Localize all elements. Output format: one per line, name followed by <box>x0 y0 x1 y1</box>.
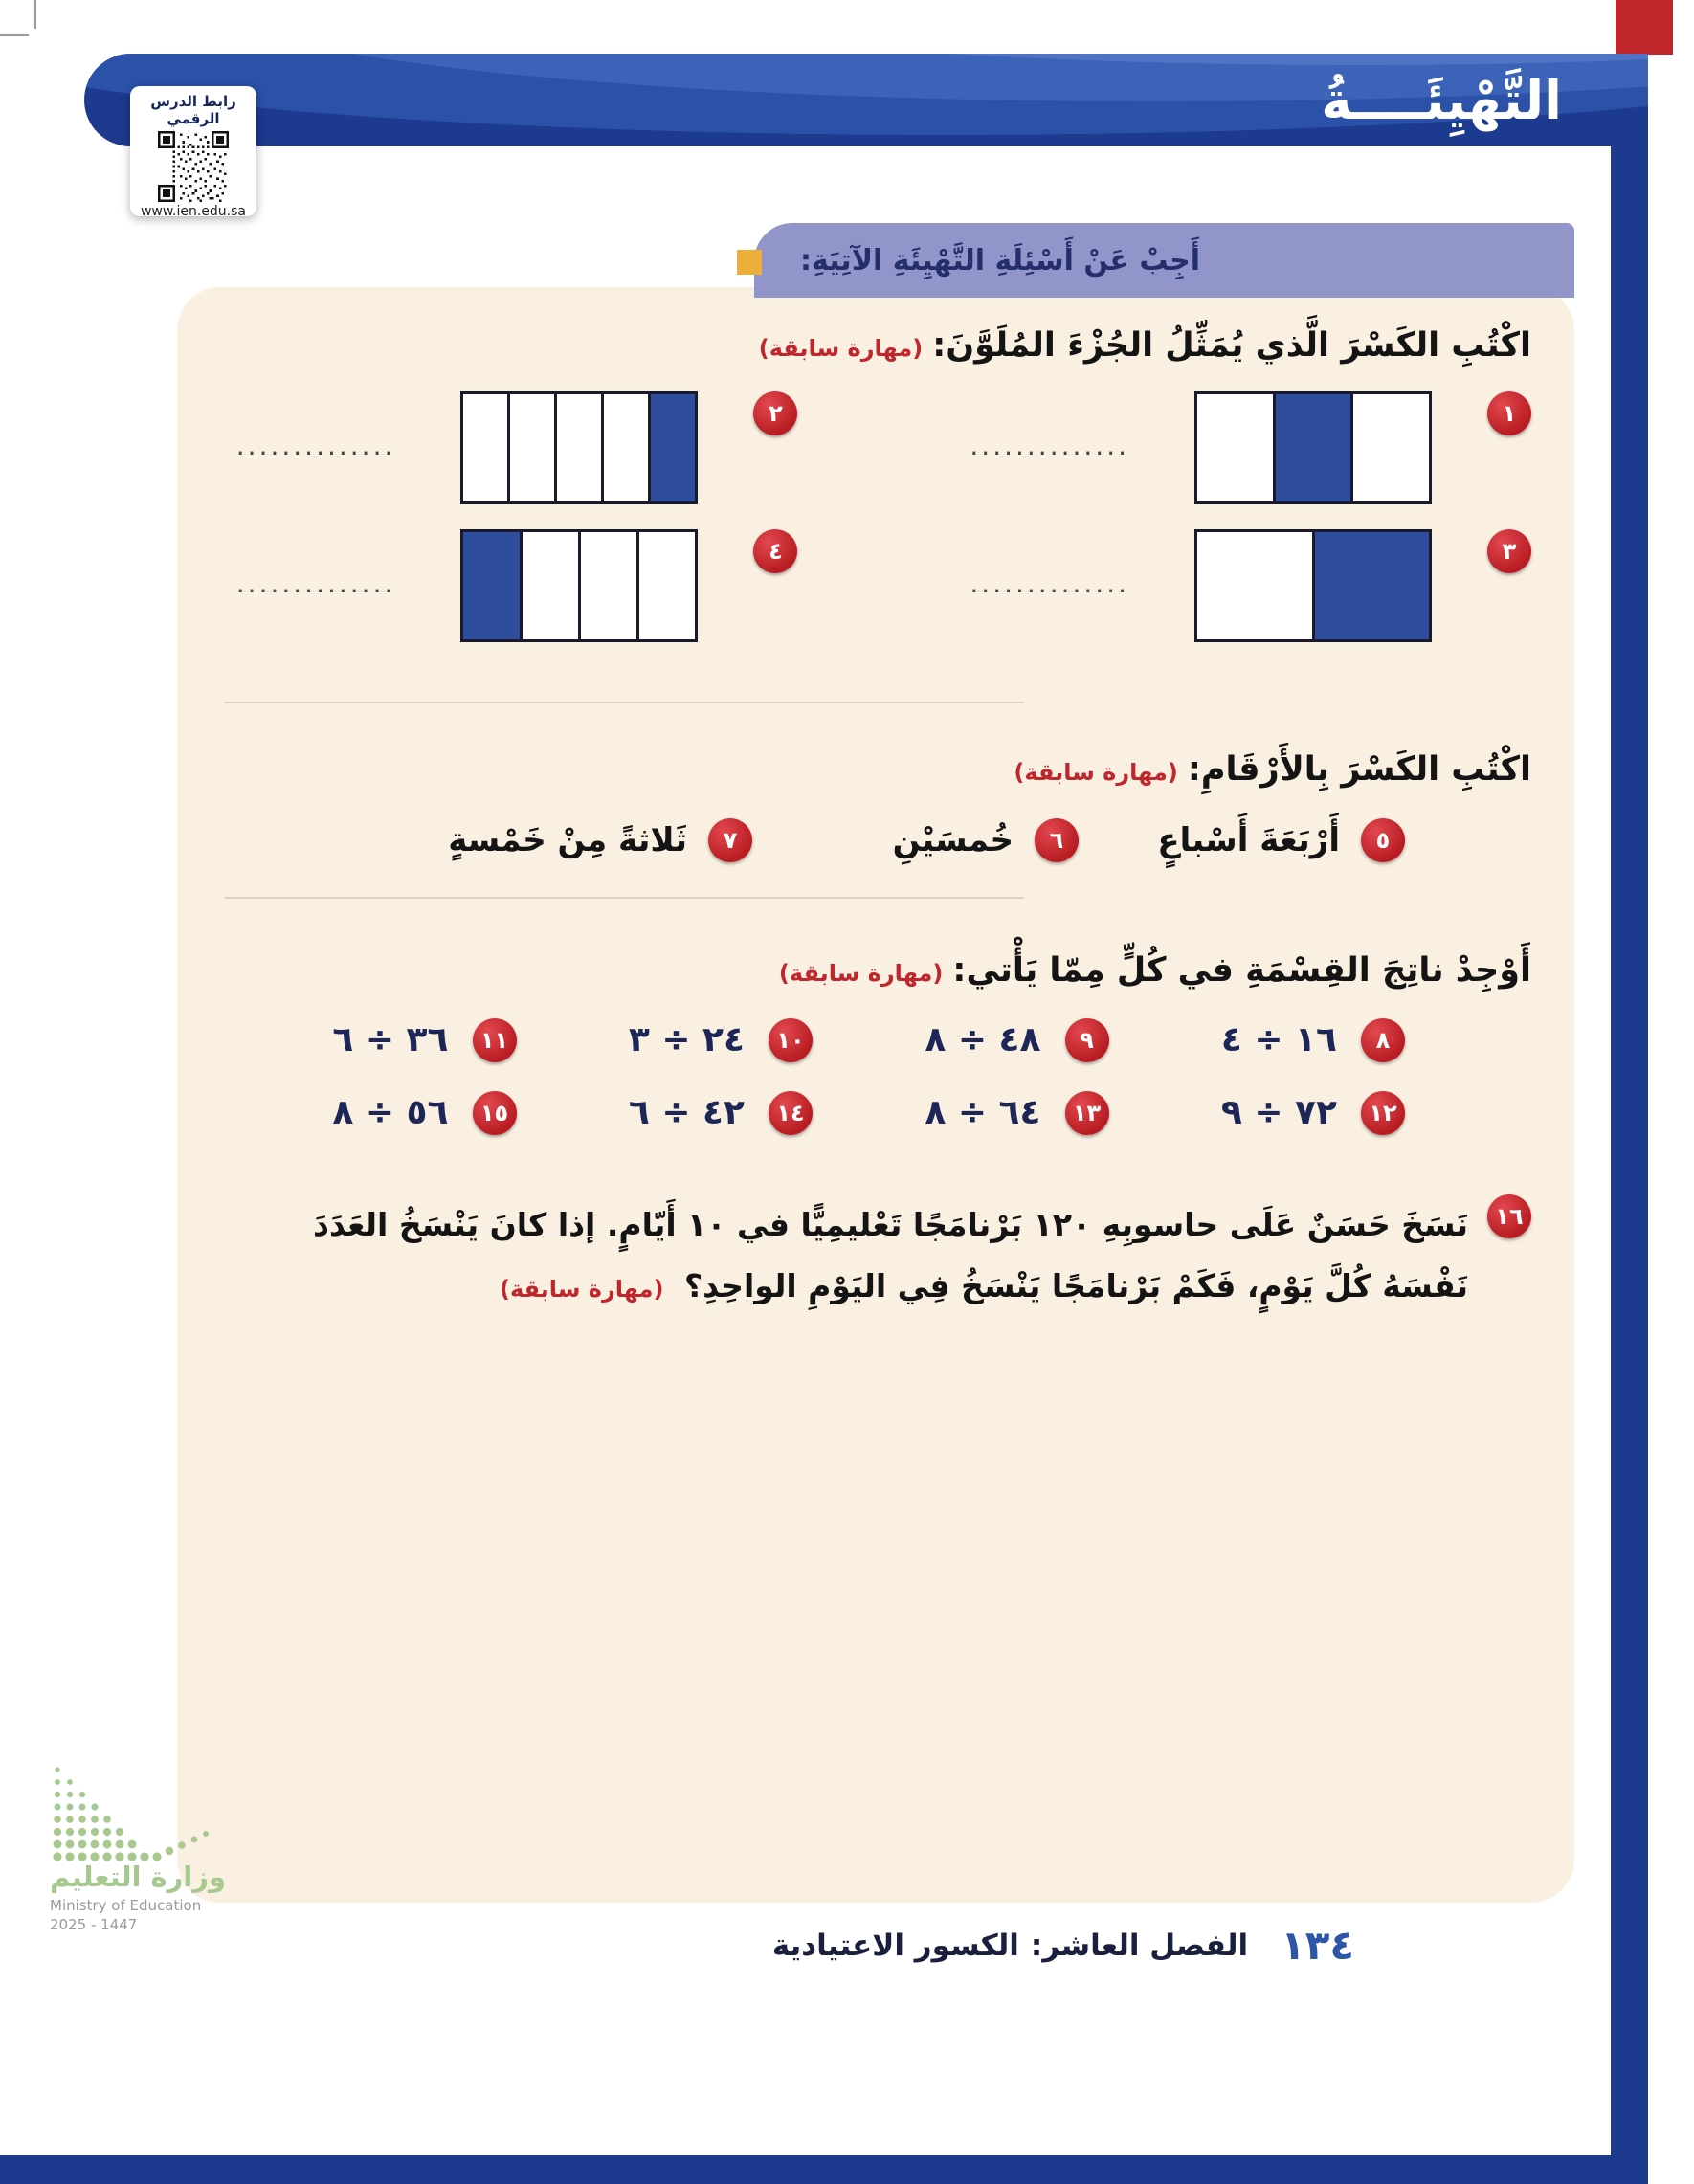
word-problem-body: نَسَخَ حَسَنٌ عَلَى حاسوبِهِ ١٢٠ بَرْنامَجًا تَعْليمِيًّا في ١٠ أَيّامٍ. إذا كانَ يَنْسَخُ العَدَدَ نَفْسَهُ كُلَّ يَوْمٍ، فَكَمْ بَرْنامَجًا يَنْسَخُ فِي اليَوْمِ الواحِدِ؟ <box>313 1205 1468 1304</box>
fraction-cell <box>639 532 695 639</box>
skill-note: (مهارة سابقة) <box>500 1275 664 1303</box>
answer-dots: .............. <box>235 430 396 462</box>
item-text: ثَلاثةً مِنْ خَمْسةٍ <box>448 820 687 859</box>
fraction-cell-shaded <box>463 532 522 639</box>
ministry-year: 2025 - 1447 <box>50 1916 138 1933</box>
banner-accent-square <box>737 250 762 275</box>
chapter-title: الكسور الاعتيادية <box>771 1928 1019 1963</box>
section-header-text: أَوْجِدْ ناتِجَ القِسْمَةِ في كُلٍّ مِمّا يَأْتي: <box>952 950 1531 990</box>
division-row <box>220 1018 1531 1062</box>
section-header-write-fractions <box>220 747 1531 792</box>
division-expression: ١٦ ÷ ٤ <box>1220 1020 1337 1060</box>
item-text: أَرْبَعَةَ أَسْباعٍ <box>1157 820 1340 859</box>
item-badge: ١٥ <box>473 1091 517 1135</box>
item-badge: ٢ <box>753 391 797 435</box>
instruction-banner <box>754 223 1574 298</box>
qr-code-icon <box>158 131 229 202</box>
crop-mark-vertical <box>34 0 36 29</box>
division-expression: ٤٨ ÷ ٨ <box>925 1020 1041 1060</box>
side-strip <box>1611 146 1648 2184</box>
section-header-text: اكْتُبِ الكَسْرَ بِالأَرْقَامِ: <box>1187 750 1531 790</box>
fraction-bar <box>460 391 698 504</box>
content-panel <box>177 287 1574 1903</box>
item-badge: ٣ <box>1487 529 1531 573</box>
item-badge: ١٢ <box>1361 1091 1405 1135</box>
chapter-line <box>772 1928 1248 1963</box>
skill-note: (مهارة سابقة) <box>758 335 924 362</box>
fraction-cell <box>604 394 651 501</box>
fraction-cell <box>1197 394 1276 501</box>
fraction-cell <box>557 394 604 501</box>
fraction-item-1 <box>970 391 1531 504</box>
item-badge: ٦ <box>1035 818 1079 862</box>
fraction-cell-shaded <box>651 394 695 501</box>
ministry-name-en: Ministry of Education <box>50 1897 202 1914</box>
answer-dots: .............. <box>235 568 396 600</box>
fraction-bar <box>460 529 698 642</box>
division-item-10 <box>517 1018 814 1062</box>
word-fraction-item-6 <box>752 818 1079 862</box>
item-badge: ١ <box>1487 391 1531 435</box>
skill-note: (مهارة سابقة) <box>778 959 944 987</box>
fraction-bar <box>1194 529 1432 642</box>
corner-red-square <box>1616 0 1673 55</box>
skill-note: (مهارة سابقة) <box>1014 759 1178 787</box>
banner-text: أَجِبْ عَنْ أَسْئِلَةِ التَّهْيِئَةِ الآتِيَةِ: <box>800 243 1201 278</box>
fraction-cell <box>510 394 557 501</box>
answer-dots: .............. <box>970 568 1129 600</box>
division-item-9 <box>813 1018 1109 1062</box>
fraction-cell <box>523 532 581 639</box>
fraction-cell-shaded <box>1315 532 1430 639</box>
item-badge: ١٣ <box>1065 1091 1109 1135</box>
division-item-13 <box>813 1091 1109 1135</box>
item-badge: ١٦ <box>1487 1194 1531 1238</box>
word-fraction-item-5 <box>1079 818 1405 862</box>
section-header-division <box>220 948 1531 993</box>
division-expression: ٥٦ ÷ ٨ <box>332 1093 449 1133</box>
fraction-item-2 <box>236 391 798 504</box>
fraction-item-3 <box>970 529 1531 642</box>
division-expression: ٤٢ ÷ ٦ <box>628 1093 745 1133</box>
fraction-cell <box>1197 532 1315 639</box>
section-divider <box>225 897 1024 899</box>
chapter-label: الفصل العاشر: <box>1030 1928 1249 1963</box>
item-badge: ٥ <box>1361 818 1405 862</box>
item-badge: ٧ <box>708 818 752 862</box>
item-badge: ١٤ <box>769 1091 813 1135</box>
fraction-cell <box>581 532 639 639</box>
item-badge: ٨ <box>1361 1018 1405 1062</box>
page-title: التَّهْيِئَــــةُ <box>1321 69 1562 131</box>
division-item-12 <box>1109 1091 1406 1135</box>
word-problem-text <box>220 1194 1468 1320</box>
page-number: ١٣٤ <box>1281 1922 1354 1969</box>
section-header-shaded-fractions <box>220 323 1531 368</box>
word-problem-item-16 <box>220 1194 1531 1320</box>
fraction-cell-shaded <box>1276 394 1354 501</box>
answer-dots: .............. <box>970 430 1129 462</box>
ministry-dots-icon <box>50 1763 227 1862</box>
division-expression: ٧٢ ÷ ٩ <box>1220 1093 1337 1133</box>
fraction-bar <box>1194 391 1432 504</box>
division-expression: ٦٤ ÷ ٨ <box>925 1093 1041 1133</box>
division-item-8 <box>1109 1018 1406 1062</box>
division-item-14 <box>517 1091 814 1135</box>
ministry-logo <box>50 1763 270 1933</box>
qr-url: www.ien.edu.sa <box>140 204 247 219</box>
fraction-cell <box>1353 394 1429 501</box>
division-item-15 <box>220 1091 517 1135</box>
item-badge: ٤ <box>753 529 797 573</box>
section-header-text: اكْتُبِ الكَسْرَ الَّذي يُمَثِّلُ الجُزْءَ المُلَوَّنَ: <box>932 326 1531 365</box>
ministry-wordmark: وزارة التعليم <box>50 1861 227 1893</box>
crop-mark-horizontal <box>0 34 29 36</box>
item-badge: ١١ <box>473 1018 517 1062</box>
header-band <box>84 54 1648 146</box>
fraction-cell <box>463 394 510 501</box>
fraction-item-4 <box>236 529 798 642</box>
division-item-11 <box>220 1018 517 1062</box>
item-text: خُمسَيْنِ <box>892 820 1014 859</box>
qr-label: رابط الدرس الرقمي <box>150 93 236 127</box>
division-expression: ٢٤ ÷ ٣ <box>628 1020 745 1060</box>
footer <box>772 1922 1354 1969</box>
division-expression: ٣٦ ÷ ٦ <box>332 1020 449 1060</box>
division-row <box>220 1091 1531 1135</box>
item-badge: ٩ <box>1065 1018 1109 1062</box>
section-divider <box>225 702 1024 703</box>
qr-card <box>130 86 256 219</box>
item-badge: ١٠ <box>769 1018 813 1062</box>
bottom-band <box>0 2155 1648 2184</box>
fraction-row <box>220 391 1531 504</box>
write-fractions-row <box>220 818 1531 862</box>
word-fraction-item-7 <box>426 818 752 862</box>
fraction-row <box>220 529 1531 642</box>
